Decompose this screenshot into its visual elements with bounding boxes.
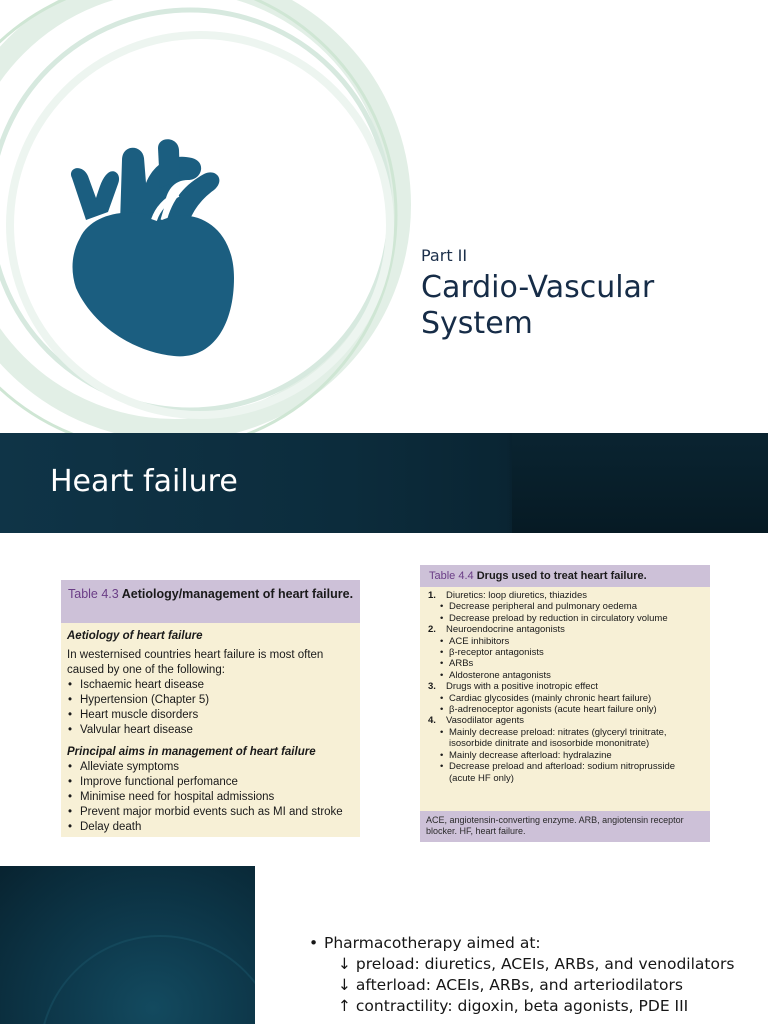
drug-group-items	[440, 727, 704, 784]
list-item: • Prevent major morbid events such as MI and stroke	[67, 805, 354, 820]
slide-3-content	[309, 934, 749, 1018]
list-item: • Improve functional perfomance	[67, 775, 354, 790]
aetiology-list	[67, 678, 354, 738]
section-intro: In westernised countries heart failure is most often caused by one of the following:	[67, 649, 324, 676]
list-item: • Delay death	[67, 820, 354, 835]
group-label: Drugs with a positive inotropic effect	[446, 681, 598, 693]
group-number: 4.	[428, 715, 436, 727]
drug-group	[428, 590, 704, 601]
list-item: • β-receptor antagonists	[440, 647, 704, 658]
slide-3-image-panel	[0, 866, 255, 1024]
drug-group-items	[440, 601, 704, 624]
list-item: • Heart muscle disorders	[67, 708, 354, 723]
sub-point: ↑ contractility: digoxin, beta agonists, PDE III	[338, 997, 689, 1015]
sub-point: ↓ afterload: ACEIs, ARBs, and arteriodilators	[338, 976, 683, 994]
table-title: Drugs used to treat heart failure.	[476, 570, 647, 582]
list-item: • Mainly decrease afterload: hydralazine	[440, 750, 704, 761]
title-slide	[0, 0, 768, 433]
main-bullet: • Pharmacotherapy aimed at:	[309, 934, 749, 952]
list-item: • Valvular heart disease	[67, 723, 354, 738]
part-label: Part II	[421, 246, 468, 265]
list-item: • Ischaemic heart disease	[67, 678, 354, 693]
list-item: • Minimise need for hospital admissions	[67, 790, 354, 805]
slide-title: Cardio-Vascular System	[421, 270, 655, 341]
table-title: Aetiology/management of heart failure.	[121, 587, 354, 601]
table-4-3-header	[61, 580, 360, 623]
list-item: • Mainly decrease preload: nitrates (glyceryl trinitrate, isosorbide dinitrate and isosorbide mononitrate)	[440, 727, 704, 750]
decorative-arc	[0, 866, 255, 1024]
management-aims-list	[67, 760, 354, 835]
list-item: • Hypertension (Chapter 5)	[67, 693, 354, 708]
list-item: • Decrease preload and afterload: sodium nitroprusside (acute HF only)	[440, 761, 704, 784]
drug-group	[428, 715, 704, 726]
list-item: • ACE inhibitors	[440, 636, 704, 647]
table-4-3	[61, 580, 360, 837]
table-number: Table 4.3	[68, 587, 119, 601]
list-item: • Aldosterone antagonists	[440, 670, 704, 681]
list-item: • Alleviate symptoms	[67, 760, 354, 775]
list-item: • Decrease peripheral and pulmonary oedema	[440, 601, 704, 612]
section-heading: Aetiology of heart failure	[67, 630, 203, 642]
drug-group	[428, 624, 704, 635]
table-footnote: ACE, angiotensin-converting enzyme. ARB, angiotensin receptor blocker. HF, heart failure.	[420, 811, 710, 842]
list-item: • Cardiac glycosides (mainly chronic heart failure)	[440, 693, 704, 704]
drug-group-items	[440, 636, 704, 682]
group-label: Neuroendocrine antagonists	[446, 624, 565, 636]
banner-dark-panel	[512, 433, 768, 533]
list-item: • Decrease preload by reduction in circulatory volume	[440, 613, 704, 624]
drug-group	[428, 681, 704, 692]
section-heading: Principal aims in management of heart failure	[67, 746, 316, 758]
group-number: 2.	[428, 624, 436, 636]
sub-point: ↓ preload: diuretics, ACEIs, ARBs, and venodilators	[338, 955, 735, 973]
table-4-4	[420, 565, 710, 842]
table-number: Table 4.4	[429, 570, 474, 582]
table-4-4-body	[420, 587, 710, 784]
table-4-4-header	[420, 565, 710, 587]
group-number: 1.	[428, 590, 436, 601]
group-label: Vasodilator agents	[446, 715, 524, 727]
list-item: • ARBs	[440, 658, 704, 669]
group-number: 3.	[428, 681, 436, 693]
list-item: • β-adrenoceptor agonists (acute heart failure only)	[440, 704, 704, 715]
table-4-3-body	[61, 623, 360, 835]
group-label: Diuretics: loop diuretics, thiazides	[446, 590, 587, 601]
drug-group-items	[440, 693, 704, 716]
heart-icon	[62, 128, 242, 363]
section-title: Heart failure	[50, 464, 238, 499]
